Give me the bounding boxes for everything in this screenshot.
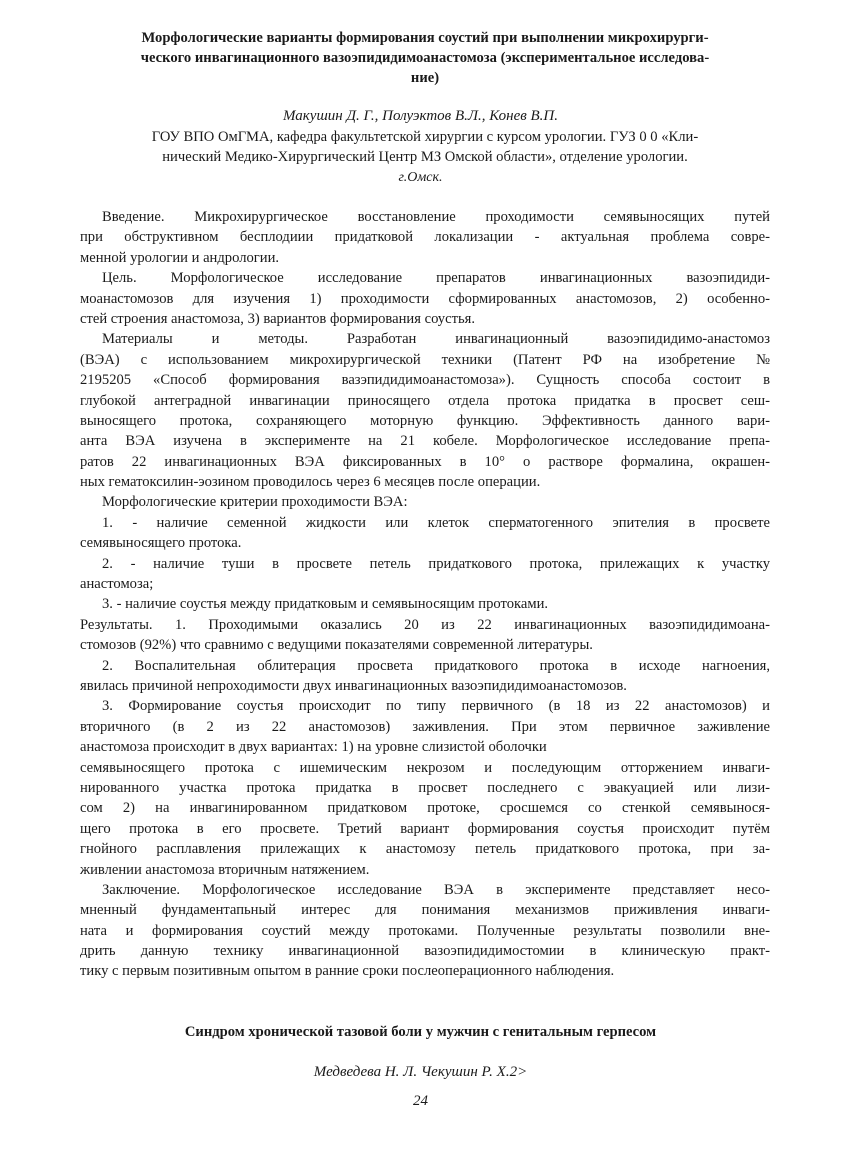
body-line: (ВЭА) с использованием микрохирургической техники (Патент РФ на изобретение № [80,351,770,368]
next-article-title: Синдром хронической тазовой боли у мужчин с генитальным герпесом [184,1024,657,1040]
body-line: живлении анастомоза вторичным натяжением. [80,861,370,878]
body-line: сом 2) на инвагинированном придатковом протоке, сросшемся со стенкой семявынося- [80,800,770,817]
body-line: анта ВЭА изучена в эксперименте на 21 кобеле. Морфологическое исследование препа- [80,433,770,450]
body-line: анастомоза происходит в двух вариантах: 1) на уровне слизистой оболочки [80,739,547,756]
article-affiliation [80,127,770,167]
body-line: при обструктивном бесплодиии придатковой локализации - актуальная проблема совре- [80,229,770,246]
affiliation-line: нический Медико-Хирургический Центр МЗ Омской области», отделение урологии. [162,149,688,165]
body-line: выносящего протока, сохраняющего моторную функцию. Эффективность данного вари- [80,412,770,429]
affiliation-line: ГОУ ВПО ОмГМА, кафедра факультетской хирургии с курсом урологии. ГУЗ 0 0 «Кли- [151,129,699,145]
body-line: ных гематоксилин-эозином проводилось через 6 месяцев после операции. [80,474,541,491]
body-line: Результаты. 1. Проходимыми оказались 20 из 22 инвагинационных вазоэпидидимоана- [80,616,770,633]
body-line: моанастомозов для изучения 1) проходимости сформированных анастомозов, 2) особенно- [80,290,770,307]
body-line: стомозов (92%) что сравнимо с ведущими показателями современной литературы. [80,637,593,654]
article-authors: Макушин Д. Г., Полуэктов В.Л., Конев В.П. [282,108,559,124]
body-line: менной урологии и андрологии. [80,249,280,266]
body-line: 2. - наличие туши в просвете петель придаткового протока, прилежащих к участку [102,555,770,572]
body-line: дрить данную технику инвагинационной вазоэпидидимостомии в клиническую практ- [80,943,770,960]
body-line: щего протока в его просвете. Третий вариант формирования соустья происходит путём [80,820,770,837]
page-number: 24 [413,1093,428,1109]
body-line: 3. Формирование соустья происходит по типу первичного (в 18 из 22 анастомозов) и [102,698,770,715]
title-line: ние) [410,70,440,86]
body-line: Заключение. Морфологическое исследование ВЭА в эксперименте представляет несо- [102,881,770,898]
next-article-authors: Медведева Н. Л. Чекушин Р. Х.2> [313,1064,528,1080]
article-city: г.Омск. [398,170,443,185]
body-line: нированного участка протока придатка в просвет последнего с эвакуацией или лизи- [80,779,770,796]
body-line: анастомоза; [80,576,154,593]
body-line: Цель. Морфологическое исследование препаратов инвагинационных вазоэпидиди- [102,270,770,287]
body-line: Морфологические критерии проходимости ВЭА: [102,494,408,511]
article-body [80,207,770,982]
body-line: явилась причиной непроходимости двух инвагинационных вазоэпидидимоанастомозов. [80,677,627,694]
body-line: вторичного (в 2 из 22 анастомозов) заживления. При этом первичное заживление [80,718,770,735]
body-line: гнойного расплавления прилежащих к анастомозу петель придаткового протока, при за- [80,841,770,858]
title-line: Морфологические варианты формирования соустий при выполнении микрохирурги- [141,30,709,46]
body-line: семявыносящего протока с ишемическим некрозом и последующим отторжением инваги- [80,759,770,776]
body-line: 2195205 «Способ формирования вазэпидидимоанастомоза»). Сущность способа состоит в [80,372,770,389]
body-line: глубокой антеградной инвагинации приносящего отдела протока придатка в просвет сеш- [80,392,770,409]
title-line: ческого инвагинационного вазоэпидидимоанастомоза (экспериментальное исследова- [140,50,710,66]
body-line: 2. Воспалительная облитерация просвета придаткового протока в исходе нагноения, [102,657,770,674]
body-line: 1. - наличие семенной жидкости или клеток сперматогенного эпителия в просвете [102,514,770,531]
body-line: 3. - наличие соустья между придатковым и семявыносящим протоками. [102,596,549,613]
article-title [80,28,770,88]
body-line: мненный фундаментапьный интерес для понимания механизмов приживления инваги- [80,902,770,919]
body-line: Введение. Микрохирургическое восстановление проходимости семявыносящих путей [102,209,770,225]
body-line: ната и формирования соустий между протоками. Полученные результаты позволили вне- [80,922,770,939]
body-line: тику с первым позитивным опытом в ранние сроки послеоперационного наблюдения. [80,963,615,980]
body-line: ратов 22 инвагинационных ВЭА фиксированных в 10° о растворе формалина, окрашен- [80,453,770,470]
body-line: Материалы и методы. Разработан инвагинационный вазоэпидидимо-анастомоз [102,331,770,348]
body-line: стей строения анастомоза, 3) вариантов формирования соустья. [80,310,475,327]
body-line: семявыносящего протока. [80,535,242,552]
